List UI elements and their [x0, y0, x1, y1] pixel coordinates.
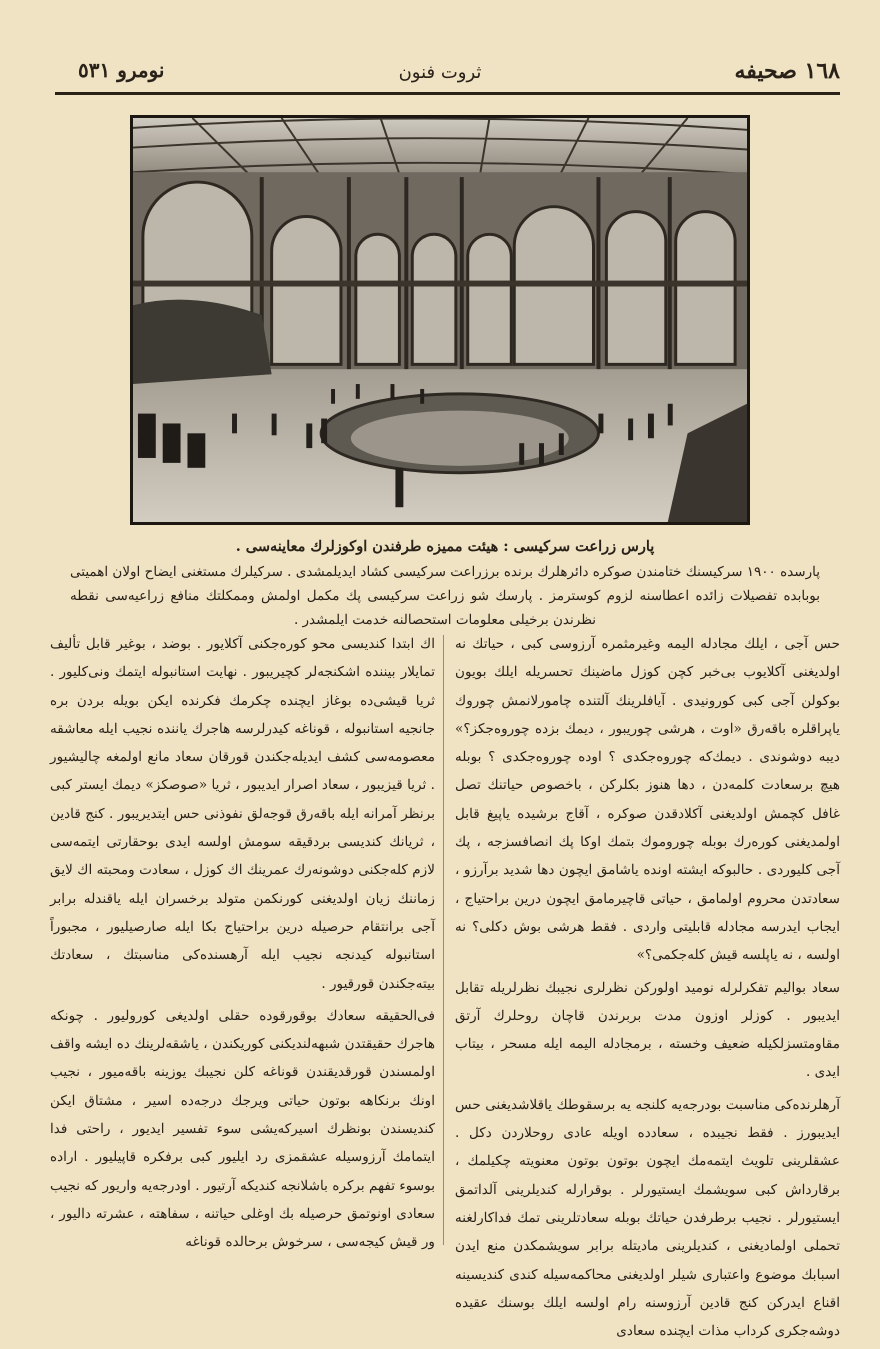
page-number: ١٦٨ صحيفه — [734, 58, 840, 84]
journal-title: ثروت فنون — [398, 62, 482, 83]
figure-caption-title: پارس زراعت سرکیسی : هیئت مميزه طرفندن اوکوزلرك معاینه‌سی . — [235, 538, 655, 555]
paragraph: حس آجی ، ایلك مجادله الیمه وغیرمثمره آرزوسی کبی ، حیاتك نه اولدیغنی آکلایوب بی‌خبر کچن کوزل ماضینك تحسریله ایلك بویون بوکولن آجی کبی کورونیدی . آیافلرینك آلتنده چامورلانمش چوروك یاپراقلره باقه‌رق «اوت ، هرشی چوریبور ، دیمك بزده چوروه‌جکز؟» دیبه دوشوندی . دیمك‌که چوروه‌جکدی ؟ اوده چوروه‌جکدی ؟ بوبله هیچ برسعادت کلمه‌دن ، دها هنوز بکلرکن ، باخصوص حیاتنك تصل غافل کچمش اولدیغنی آکلادقدن صوکره ، آقاج برشیده یاپیغ قابل اولمدیغنی کوره‌رك بوبله چوروموك بتمك اوکا پك انصافسزجه ، پك آجی کلیوردی . حالبوکه ایشته اونده یاشامق ایچون دها شدید برآرزو ، سعادتدن محروم اولمامق ، حیاتی قاچیرمامق ایچون درین براحتیاج ، ایجاب ایدرسه مجادله قابلیتی واردی . فقط هرشی بوش دکلی؟ نه اولسه ، نه یاپلسه قیش کله‌جکمی؟» — [455, 636, 840, 964]
figure-caption-body: پارسده ١٩٠٠ سرکیسنك ختامندن صوکره دائرهلرك برنده برزراعت سرکیسی کشاد ایدیلمشدی . سرکیلرك مستغنی ایضاح اولان اهمیتی بوبابده تفصیلات زائده اعطاسنه لزوم کوسترمز . پارسك شو زراعت سرکیسی پك مکمل اولمش وممکلتك منافع زراعیه‌سی نقطه نظرندن برخیلی معلومات استحصالنه خدمت ایلمشدر . — [70, 564, 821, 628]
text-column-left — [50, 630, 435, 1261]
paragraph: اك ابتدا کندیسی محو کوره‌جکنی آکلایور . بوضد ، بوغیر قابل تألیف تمایلار بیننده اشکنجه‌لر کچیریبور . نهایت استانبوله ایتمك ونی‌کلیور . ثریا قیشی‌ده بوغاز ایچنده چکرمك فکرنده ایکن بویله بردن بره جانجیه استانبوله ، قوناغه کیدرلرسه هاجرك یاننده نجیب ایله معاشقه معصومه‌سی کشف ایدیله‌جکندن قورقان سعاد مانع اولمغه چالیشیور . ثریا قیزیبور ، سعاد اصرار ایدیبور ، ثریا «صوصکز» دیمك ایستر کبی برنظر آمرانه ایله باقه‌رق قوجه‌لق نفوذنی حس ایتدیریبور . کنج قادین ، ثریانك کندیسی بردقیقه سومش اولسه ایدی بوحقارتی ایتمه‌سی لازم کله‌جکنی دوشونه‌رك عمرینك اك کوزل ، سعادت ومحبته اك لایق زماننك زیان اولدیغنی کورنکمن متولد برخسران ایله یاقندله برابر آجی برانتقام حرصیله درین براحتیاج بکا ایله صارصیلیور ، مجبوراً استانبوله کیدنجه نجیب ایله آرهسنده‌کی مناسبتك ، سعادتك بیته‌جکندن قورقیور . — [50, 636, 435, 992]
paragraph: آرهلرنده‌کی مناسبت بودرجه‌یه کلنجه یه برسقوطك یاقلاشدیغنی حس ایدیبورز . فقط نجیبده ، سعادده اویله عادی روحلاردن دکل . عشقلرینی تلویث ایتمه‌مك ایچون بوتون بوتون معنویته چکیلمك ، برقارداش کبی سویشمك ایستیورلر . بوقرارله کندیلرینی آلداتمق ایستیورلر . نجیب برطرفدن حیاتك بوبله سعادتلرینی تمك فداکارلغنه تحملی اولمادیغنی ، کندیلرینی مادیتله برابر سویشمکدن منع ایدن اسبابك موضوع واعتباری شیلر اولدیغنی محاکمه‌سیله کندی کندیسینه اقناع ایدرکن کنج قادین آرزوسنه رام اولسه ایلك بوسنك عقیده دوشه‌جکری کرداب مذات ایچنده سعادی — [455, 1096, 840, 1340]
issue-number: نومرو ٥٣١ — [78, 58, 165, 82]
column-divider — [443, 635, 444, 1245]
exhibition-hall-illustration — [133, 118, 747, 522]
text-column-right — [455, 630, 840, 1349]
paragraph: فی‌الحقیقه سعادك بوقورقوده حقلی اولدیغی کورولیور . چونکه هاجرك حقیقتدن شبهه‌لندیکنی کوریکندن ، یاشقه‌لرینك ده ایشه واقف اولمسندن قورقدیقندن قوناغه کلن نجیبك یوزینه باقه‌میور ، نجیب اونك برنکاهه بوتون حیاتی ویرجك درجه‌ده اسیر ، مشتاق ایکن کندیسندن بونظرك اسیرکه‌یشی سوء تفسیر ایدیور ، راحتی فدا ایتمامك آرزوسیله عشقمزی رد ایلیور کبی برفکره قاپیلیور . اراده بوسوء تفهم برکره باشلانجه کندیکه آرتیور . اودرجه‌یه واریور که نجیب سعادی اونوتمق حرصیله بك اوغلی حیاتنه ، سفاهته ، عشرته دالیور ، ور قیش کیجه‌سی ، سرخوش برحالده قوناغه — [50, 1007, 435, 1251]
paragraph: سعاد بوالیم تفکرلرله نومید اولورکن نظرلری نجیبك نظرلریله تقابل ایدیبور . کوزلر اوزون مدت بربرندن قاچان روحلرك آرتق مقاومتسزلکیله ضعیف وخسته ، برمجادله الیمه ایله مسحر ، بیتاب ایدی . — [455, 979, 840, 1081]
header-rule — [55, 92, 840, 95]
exhibition-hall-photo — [130, 115, 750, 525]
